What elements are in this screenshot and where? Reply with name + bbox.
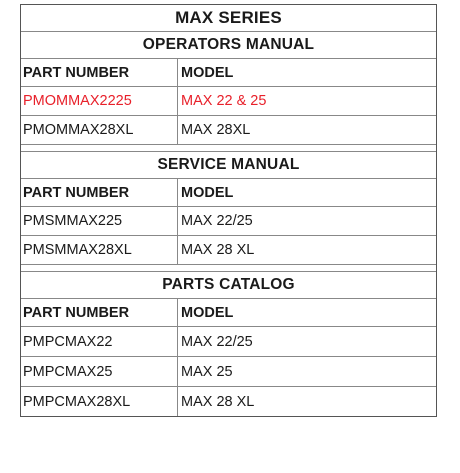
part-number-cell: PMPCMAX28XL — [21, 387, 178, 416]
table-row — [21, 115, 436, 144]
model-cell: MAX 22 & 25 — [181, 93, 267, 109]
table-row — [21, 86, 436, 115]
section-divider — [21, 264, 436, 271]
header-model: MODEL — [181, 64, 234, 81]
model-cell: MAX 22/25 — [181, 213, 253, 229]
header-part-number: PART NUMBER — [21, 299, 178, 326]
part-number-cell: PMPCMAX25 — [21, 357, 178, 386]
table-header-row — [21, 58, 436, 86]
model-cell: MAX 28 XL — [181, 242, 255, 258]
header-part-number: PART NUMBER — [21, 179, 178, 206]
page-title: MAX SERIES — [175, 8, 282, 27]
header-model: MODEL — [181, 184, 234, 201]
model-cell: MAX 28XL — [181, 122, 251, 138]
header-part-number: PART NUMBER — [21, 59, 178, 86]
table-row — [21, 206, 436, 235]
table-header-row — [21, 178, 436, 206]
table-row — [21, 326, 436, 356]
section-title-parts-catalog: PARTS CATALOG — [21, 271, 436, 298]
model-cell: MAX 28 XL — [181, 393, 255, 410]
manual-table — [20, 4, 437, 417]
section-title-operators-manual: OPERATORS MANUAL — [21, 31, 436, 58]
part-number-cell: PMOMMAX2225 — [21, 87, 178, 115]
part-number-cell: PMSMMAX225 — [21, 207, 178, 235]
part-number-cell: PMSMMAX28XL — [21, 236, 178, 264]
table-row — [21, 356, 436, 386]
header-model: MODEL — [181, 304, 234, 321]
model-cell: MAX 22/25 — [181, 333, 253, 350]
table-header-row — [21, 298, 436, 326]
table-row — [21, 386, 436, 416]
model-cell: MAX 25 — [181, 363, 233, 380]
section-divider — [21, 144, 436, 151]
part-number-cell: PMPCMAX22 — [21, 327, 178, 356]
section-title-service-manual: SERVICE MANUAL — [21, 151, 436, 178]
table-row — [21, 235, 436, 264]
part-number-cell: PMOMMAX28XL — [21, 116, 178, 144]
